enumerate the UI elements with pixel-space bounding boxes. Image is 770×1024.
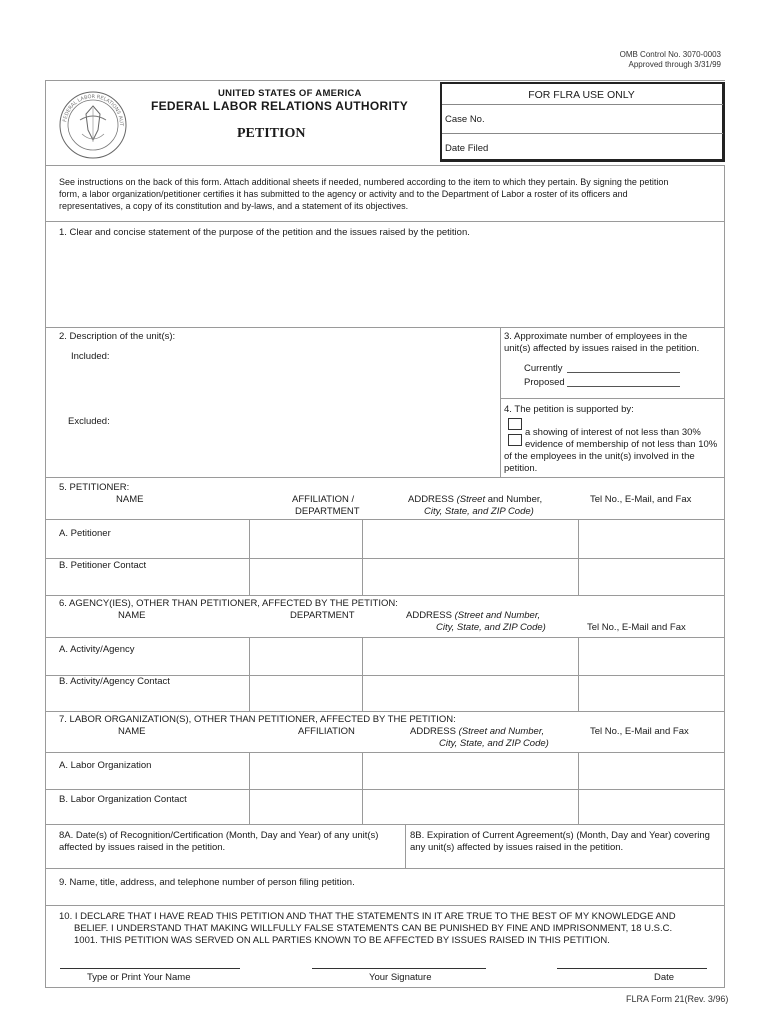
petitioner-tel-field[interactable] [579,520,724,557]
item8b-line-2: any unit(s) affected by issues raised in the petition. [410,842,624,853]
item7-col-name: NAME [118,726,146,737]
item4-option-1: a showing of interest of not less than 30% [525,427,701,438]
header-top-rule [45,80,725,81]
labor-org-tel-field[interactable] [579,753,724,788]
item8a-line-1: 8A. Date(s) of Recognition/Certification (Month, Day and Year) of any unit(s) [59,830,379,841]
unit-excluded-field[interactable] [46,429,499,476]
rule-item9 [45,905,725,906]
item1-label: 1. Clear and concise statement of the purpose of the petition and the issues raised by the petition. [59,227,470,238]
date-field[interactable] [557,968,707,969]
declaration-line-1: 10. I DECLARE THAT I HAVE READ THIS PETITION AND THAT THE STATEMENTS IN IT ARE TRUE TO THE BEST OF MY KNOWLEDGE AND [59,911,676,922]
petitioner-contact-tel-field[interactable] [579,559,724,594]
showing-of-interest-checkbox[interactable] [508,418,522,430]
rule-item8 [45,868,725,869]
item8b-line-1: 8B. Expiration of Current Agreement(s) (Month, Day and Year) covering [410,830,710,841]
item7-label: 7. LABOR ORGANIZATION(S), OTHER THAN PETITIONER, AFFECTED BY THE PETITION: [59,714,456,725]
unit-included-field[interactable] [46,364,499,412]
signature-field[interactable] [312,968,486,969]
item5-col-address-2: City, State, and ZIP Code) [424,506,534,517]
header-agency: FEDERAL LABOR RELATIONS AUTHORITY [151,99,409,113]
recognition-date-field[interactable] [46,825,404,867]
labor-org-row-label: A. Labor Organization [59,760,152,771]
item7-col-tel: Tel No., E-Mail and Fax [590,726,689,737]
item5-col-tel: Tel No., E-Mail, and Fax [590,494,692,505]
rule-item6 [45,711,725,712]
printed-name-label: Type or Print Your Name [87,972,191,983]
rule-item3 [500,398,725,399]
rule-item1 [45,327,725,328]
labor-org-contact-tel-field[interactable] [579,790,724,823]
item4-label: 4. The petition is supported by: [504,404,634,415]
labor-org-address-field[interactable] [363,753,577,788]
rule-item5 [45,595,725,596]
declaration-line-3: 1001. THIS PETITION WAS SERVED ON ALL PARTIES KNOWN TO BE AFFECTED BY ISSUES RAISED IN THIS PETITION. [74,935,610,946]
agency-contact-row-label: B. Activity/Agency Contact [59,676,170,687]
item5-label: 5. PETITIONER: [59,482,130,493]
petitioner-affiliation-field[interactable] [250,520,361,557]
agency-contact-department-field[interactable] [250,676,361,710]
item3-label-line2: unit(s) affected by issues raised in the petition. [504,343,700,354]
currently-employees-field[interactable] [567,372,680,373]
petitioner-row-label: A. Petitioner [59,528,111,539]
declaration-line-2: BELIEF. I UNDERSTAND THAT MAKING WILLFULLY FALSE STATEMENTS CAN BE PUNISHED BY FINE AND IMPRISONMENT, 18 U.S.C. [74,923,673,934]
signature-label: Your Signature [369,972,432,983]
agency-tel-field[interactable] [579,638,724,674]
item2-included-label: Included: [71,351,110,362]
rule-instructions [45,221,725,222]
item2-label: 2. Description of the unit(s): [59,331,176,342]
agreement-expiration-field[interactable] [406,825,724,867]
proposed-employees-field[interactable] [567,386,680,387]
date-filed-label: Date Filed [445,143,489,154]
person-filing-field[interactable] [46,890,724,904]
agency-contact-tel-field[interactable] [579,676,724,710]
item4-line-4: petition. [504,463,538,474]
agency-contact-address-field[interactable] [363,676,577,710]
item3-proposed-label: Proposed [524,377,565,388]
item6-label: 6. AGENCY(IES), OTHER THAN PETITIONER, AFFECTED BY THE PETITION: [59,598,398,609]
labor-org-contact-address-field[interactable] [363,790,577,823]
item9-label: 9. Name, title, address, and telephone number of person filing petition. [59,877,355,888]
item2-excluded-label: Excluded: [68,416,110,427]
item6-col-tel: Tel No., E-Mail and Fax [587,622,686,633]
item7-col-address: ADDRESS (Street and Number, [410,726,545,737]
item5-col-name: NAME [116,494,144,505]
agency-address-field[interactable] [363,638,577,674]
omb-control-number: OMB Control No. 3070-0003 [619,50,721,59]
petitioner-contact-affiliation-field[interactable] [250,559,361,594]
purpose-statement-field[interactable] [46,242,724,326]
item8a-line-2: affected by issues raised in the petition. [59,842,226,853]
item6-col-department: DEPARTMENT [290,610,355,621]
header-country: UNITED STATES OF AMERICA [218,88,362,99]
flra-seal-logo [58,90,128,160]
item3-currently-label: Currently [524,363,563,374]
item3-label-line1: 3. Approximate number of employees in the [504,331,688,342]
agency-row-label: A. Activity/Agency [59,644,135,655]
item4-option-2: evidence of membership of not less than 10% [525,439,718,450]
item6-col-name: NAME [118,610,146,621]
labor-org-contact-row-label: B. Labor Organization Contact [59,794,187,805]
instructions-line-1: See instructions on the back of this form. Attach additional sheets if needed, numbered according to the item to which they pertain. By signing the petition [59,177,669,187]
item5-col-address: ADDRESS (Street and Number, [408,494,543,505]
agency-department-field[interactable] [250,638,361,674]
item5-col-department: DEPARTMENT [295,506,360,517]
item4-line-3: of the employees in the unit(s) involved in the [504,451,695,462]
instructions-line-2: form, a labor organization/petitioner certifies it has submitted to the agency or activity and to the Department of Labor a roster of its officers and [59,189,628,199]
header-left-rule [45,80,46,165]
rule-item4 [45,477,725,478]
petitioner-contact-row-label: B. Petitioner Contact [59,560,147,571]
item6-col-address-2: City, State, and ZIP Code) [436,622,546,633]
labor-org-affiliation-field[interactable] [250,753,361,788]
case-number-label: Case No. [445,114,485,125]
omb-approval-date: Approved through 3/31/99 [628,60,721,69]
printed-name-field[interactable] [60,968,240,969]
item7-col-address-2: City, State, and ZIP Code) [439,738,549,749]
item7-col-affiliation: AFFILIATION [298,726,355,737]
date-label: Date [654,972,675,983]
item5-col-affiliation: AFFILIATION / [292,494,355,505]
flra-use-title: FOR FLRA USE ONLY [528,89,635,101]
page-title: PETITION [237,126,306,141]
petitioner-address-field[interactable] [363,520,577,557]
labor-org-contact-affiliation-field[interactable] [250,790,361,823]
svg-text:FEDERAL LABOR RELATIONS AUTHOR: FEDERAL LABOR RELATIONS AUT [62,93,125,127]
petitioner-contact-address-field[interactable] [363,559,577,594]
evidence-of-membership-checkbox[interactable] [508,434,522,446]
form-id: FLRA Form 21(Rev. 3/96) [626,994,729,1004]
item6-col-address: ADDRESS (Street and Number, [406,610,541,621]
instructions-line-3: representatives, a copy of its constitution and by-laws, and a statement of its objectives. [59,201,409,211]
rule-item2-split [500,327,501,477]
